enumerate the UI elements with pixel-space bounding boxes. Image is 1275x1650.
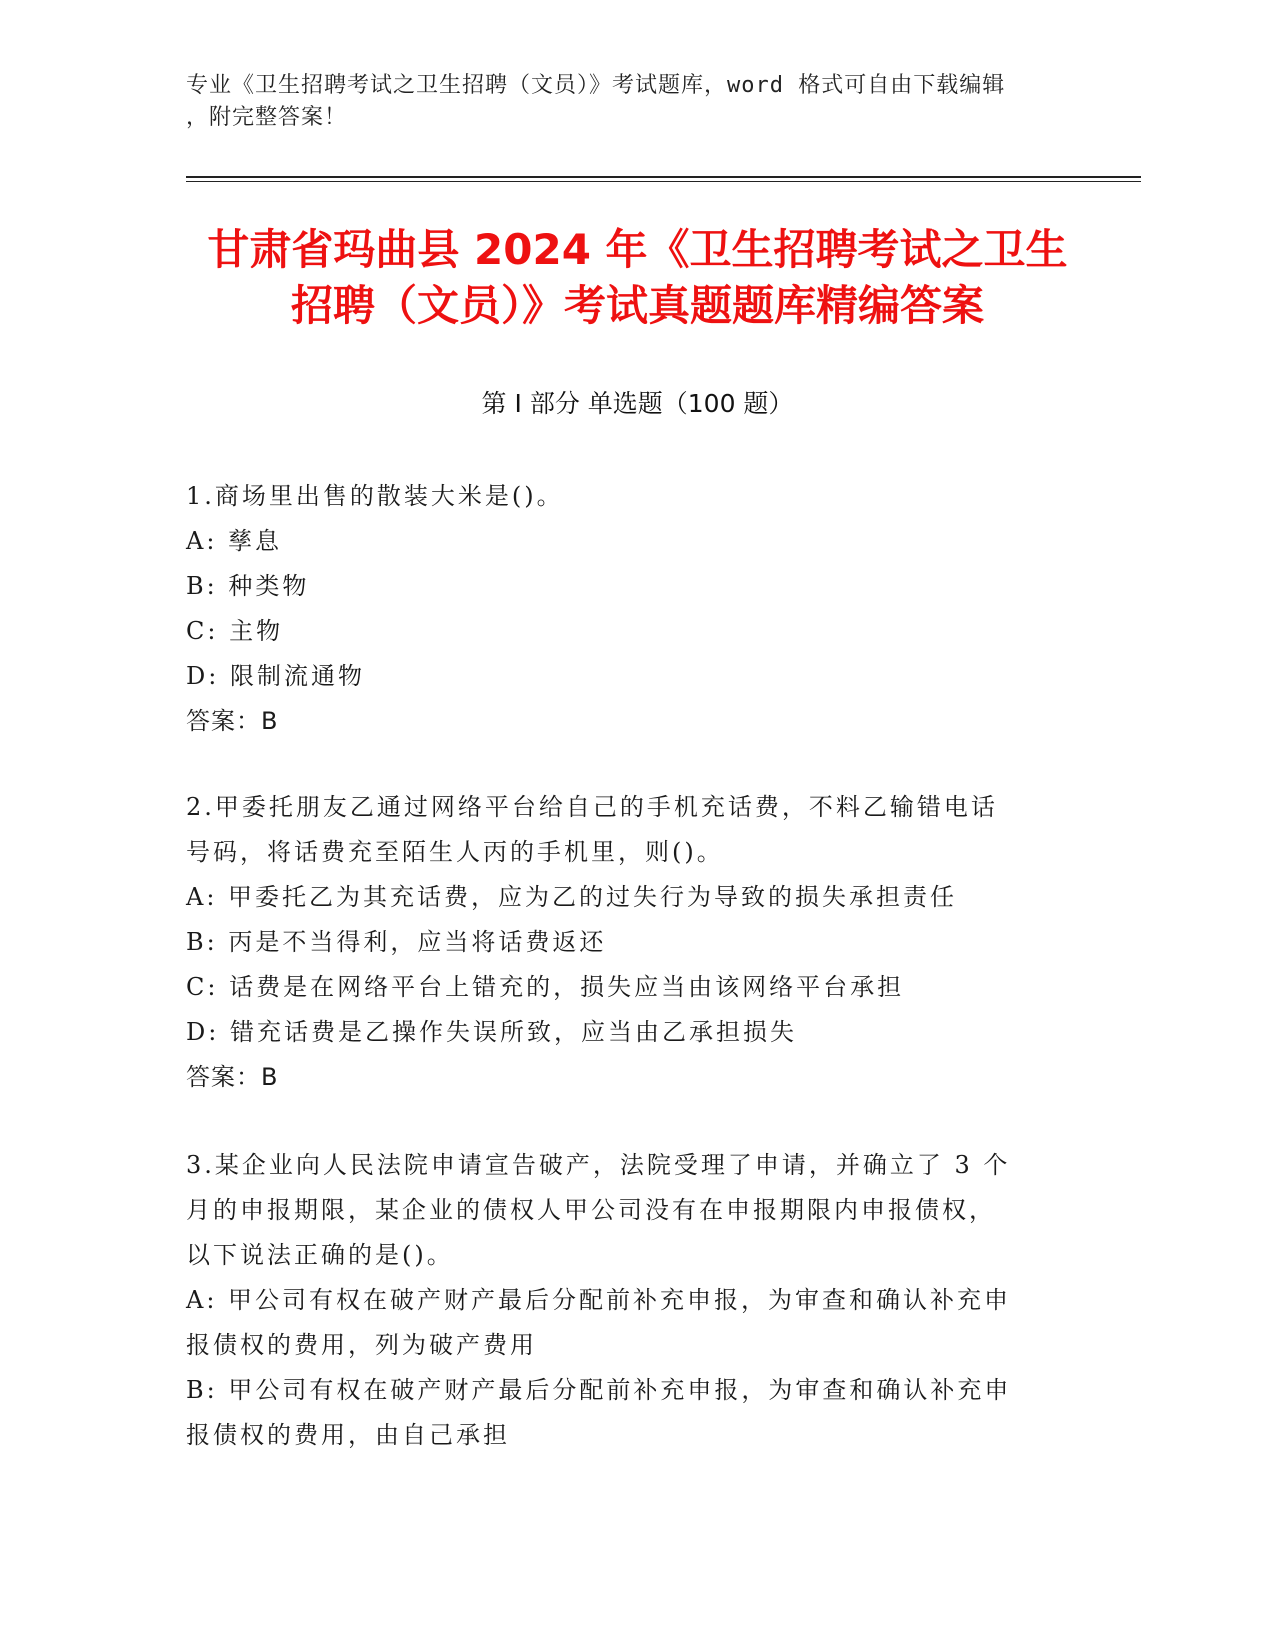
option-a: 报债权的费用，列为破产费用 [186, 1331, 537, 1359]
option-a: A: 孳息 [186, 527, 283, 555]
question-block [186, 785, 1066, 1100]
question-stem: 1.商场里出售的散装大米是()。 [186, 482, 564, 510]
question-block [186, 1143, 1066, 1458]
option-c: C: 主物 [186, 617, 284, 645]
document-title [160, 222, 1115, 334]
option-a: A: 甲委托乙为其充话费，应为乙的过失行为导致的损失承担责任 [186, 883, 958, 911]
option-b: B: 甲公司有权在破产财产最后分配前补充申报，为审查和确认补充申 [186, 1376, 1012, 1404]
option-d: D: 错充话费是乙操作失误所致，应当由乙承担损失 [186, 1018, 797, 1046]
document-title-line: 甘肃省玛曲县 2024 年《卫生招聘考试之卫生 [207, 225, 1068, 274]
option-b: B: 种类物 [186, 572, 310, 600]
answer-label: 答案：B [186, 707, 279, 735]
option-a: A: 甲公司有权在破产财产最后分配前补充申报，为审查和确认补充申 [186, 1286, 1012, 1314]
option-d: D: 限制流通物 [186, 662, 365, 690]
header-note-line: ，附完整答案！ [186, 105, 348, 130]
answer-label: 答案：B [186, 1063, 279, 1091]
question-stem: 3.某企业向人民法院申请宣告破产，法院受理了申请，并确立了 3 个 [186, 1151, 1011, 1179]
option-b: 报债权的费用，由自己承担 [186, 1421, 510, 1449]
question-stem: 月的申报期限，某企业的债权人甲公司没有在申报期限内申报债权， [186, 1196, 996, 1224]
question-stem: 2.甲委托朋友乙通过网络平台给自己的手机充话费，不料乙输错电话 [186, 793, 998, 821]
question-stem: 号码，将话费充至陌生人丙的手机里，则()。 [186, 838, 724, 866]
document-title-line: 招聘（文员）》考试真题题库精编答案 [290, 281, 984, 330]
option-b: B: 丙是不当得利，应当将话费返还 [186, 928, 607, 956]
header-divider [186, 176, 1141, 178]
section-title: 第 I 部分 单选题（100 题） [481, 389, 794, 418]
header-divider-thin [186, 181, 1141, 182]
question-block [186, 474, 1066, 744]
header-note-line: 专业《卫生招聘考试之卫生招聘（文员）》考试题库，word 格式可自由下载编辑 [186, 73, 1006, 98]
header-note [186, 70, 1066, 134]
question-stem: 以下说法正确的是()。 [186, 1241, 454, 1269]
option-c: C: 话费是在网络平台上错充的，损失应当由该网络平台承担 [186, 973, 905, 1001]
